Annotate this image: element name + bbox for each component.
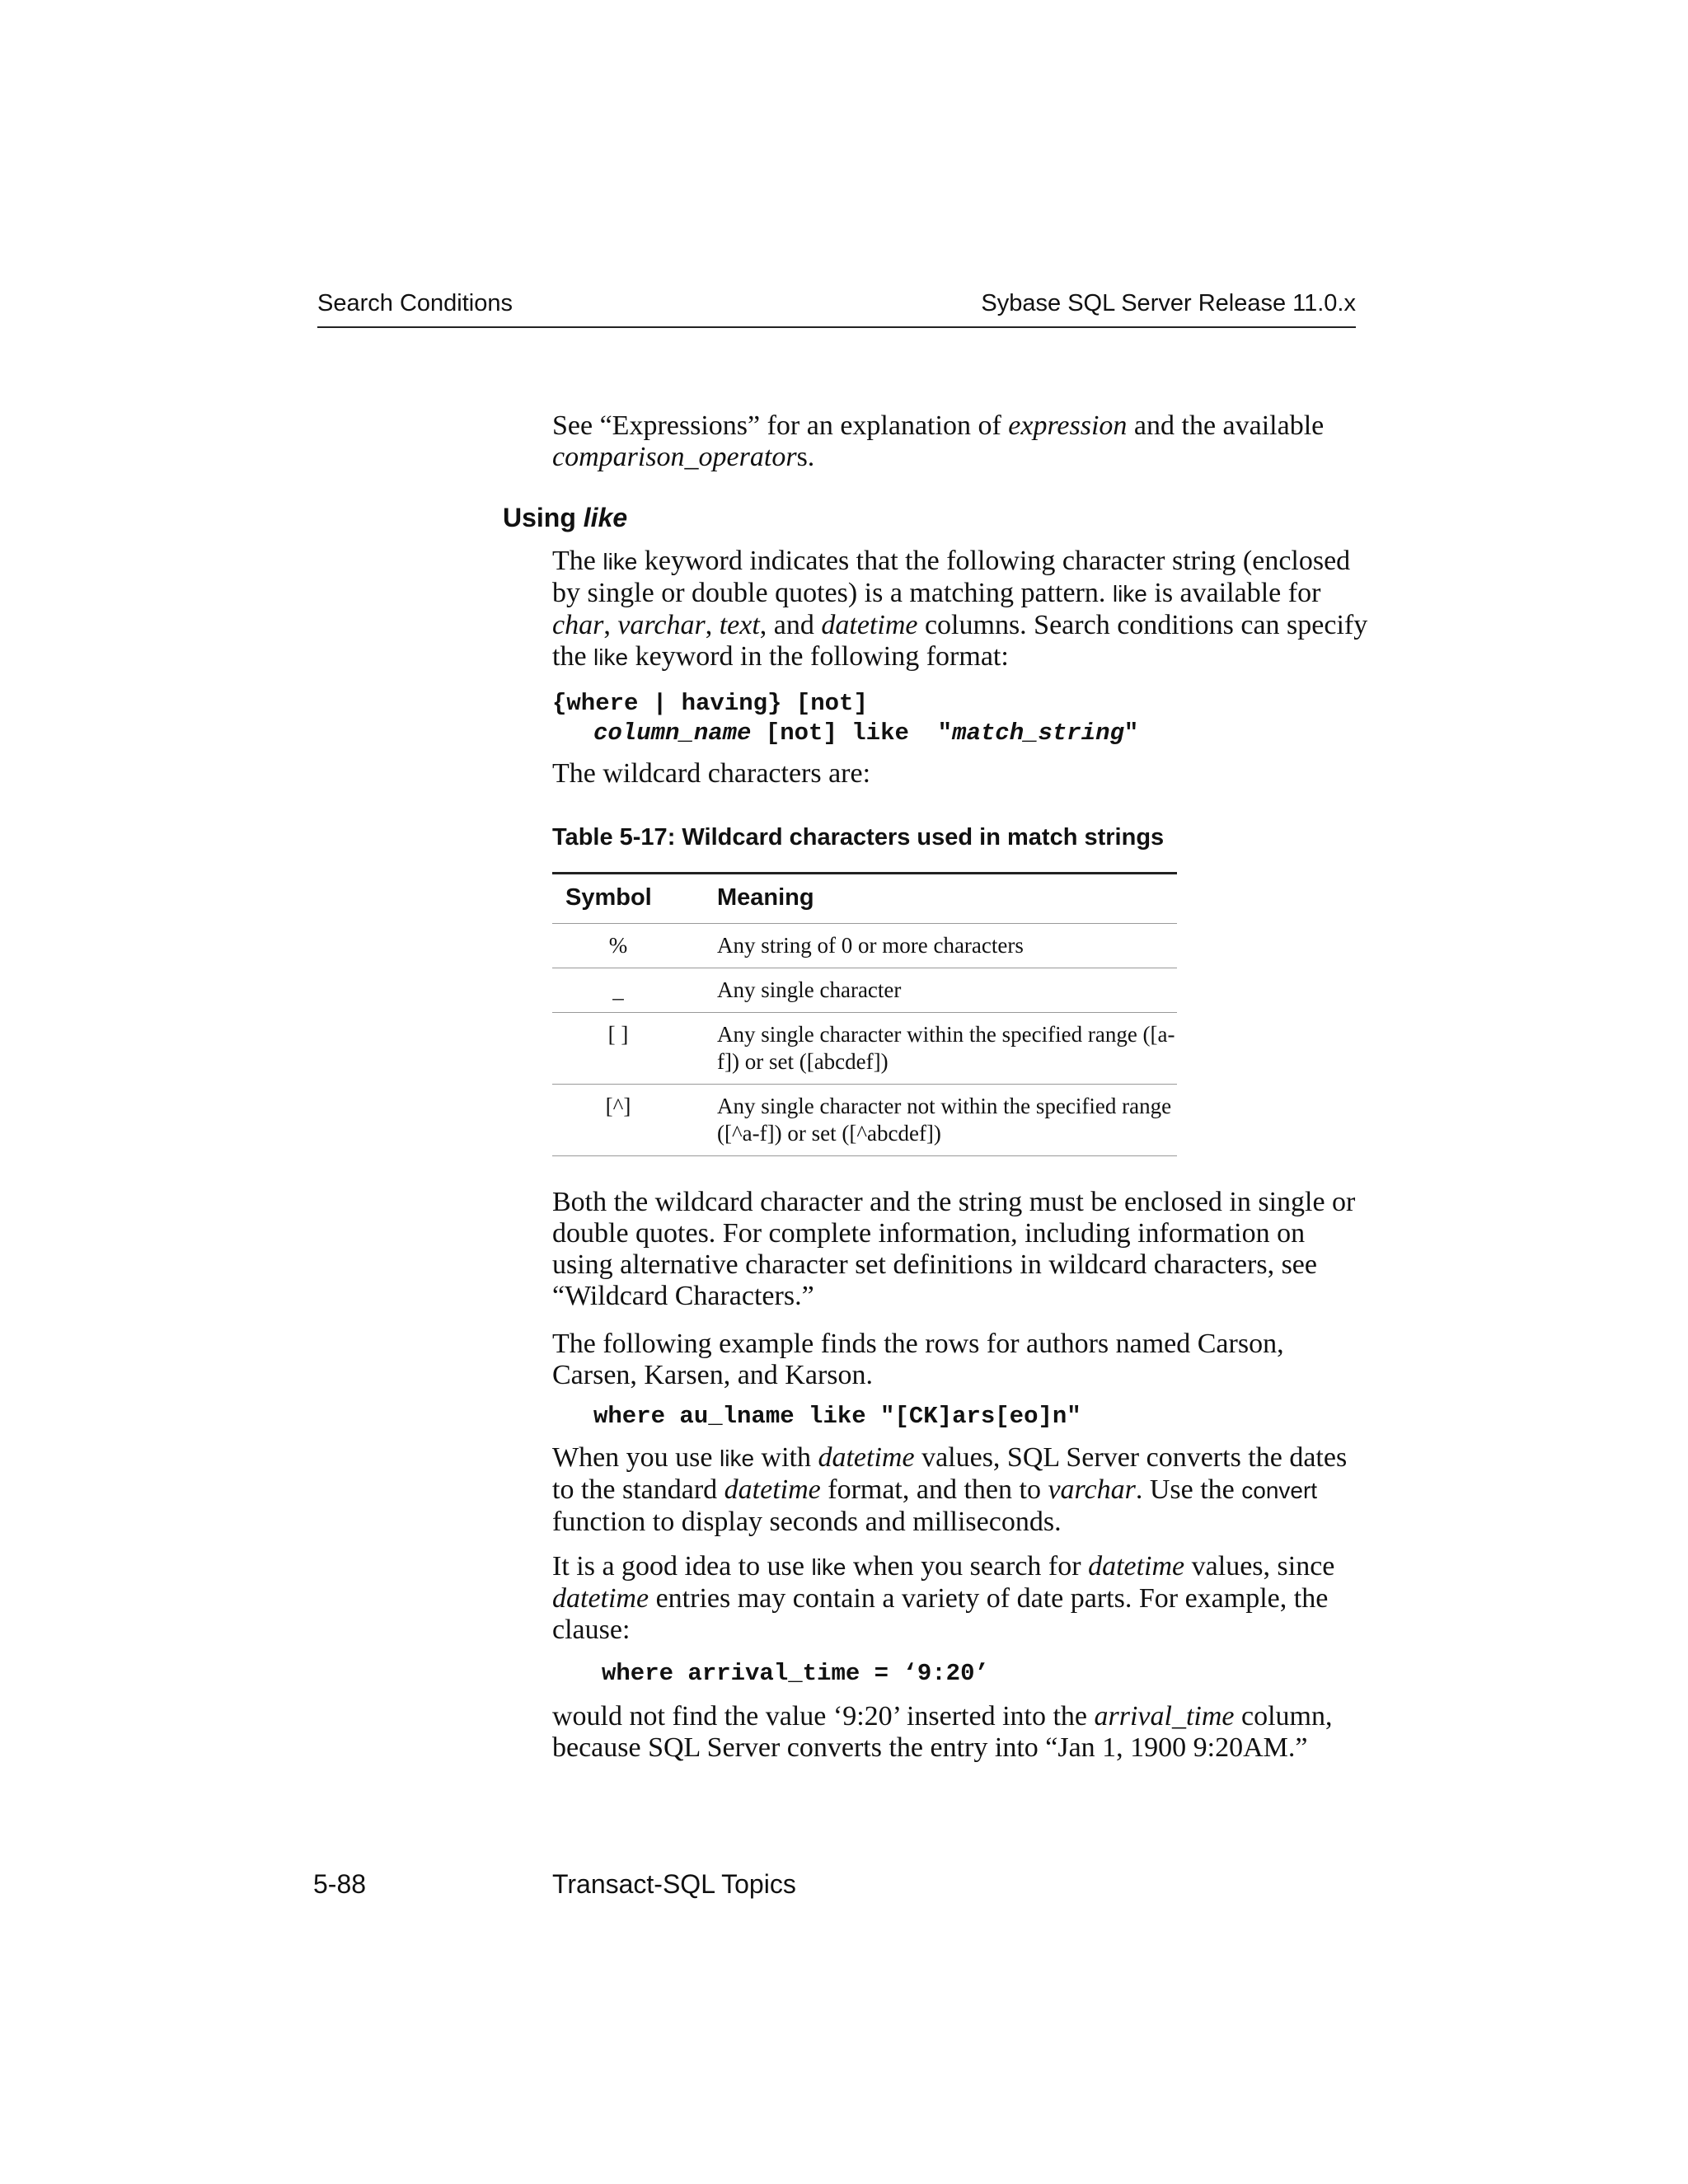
table-caption: Table 5-17: Wildcard characters used in match strings: [552, 824, 1165, 851]
datetime-paragraph: When you use like with datetime values, SQL Server converts the dates to the standard datetime format, and then to varchar. Use the convert function to display seconds and milliseconds.: [552, 1442, 1348, 1537]
meaning-cell: Any single character not within the specified range ([^a-f]) or set ([^abcdef]): [717, 1085, 1177, 1156]
meaning-cell: Any single character: [717, 968, 1177, 1013]
like-paragraph: The like keyword indicates that the following character string (enclosed by single or double quotes) is a matching pattern. like is available for char, varchar, text, and datetime columns. Search conditions can specify the like keyword in the following format:: [552, 546, 1368, 672]
table-row: [552, 1085, 1177, 1156]
syntax-block: {where | having} [not] column_name [not] like "match_string": [552, 690, 1139, 747]
table-header-row: [552, 874, 1177, 924]
datetime-advice-paragraph: It is a good idea to use like when you search for datetime values, since datetime entries may contain a variety of date parts. For example, the clause:: [552, 1551, 1335, 1645]
symbol-cell: [ ]: [552, 1013, 717, 1085]
running-header: [317, 290, 1356, 328]
symbol-cell: _: [552, 968, 717, 1013]
table-row: [552, 968, 1177, 1013]
example-code: where au_lname like "[CK]ars[eo]n": [593, 1403, 1081, 1430]
meaning-cell: Any string of 0 or more characters: [717, 924, 1177, 968]
intro-paragraph: See “Expressions” for an explanation of expression and the available comparison_operators.: [552, 410, 1325, 472]
meaning-cell: Any single character within the specified range ([a-f]) or set ([abcdef]): [717, 1013, 1177, 1085]
column-header-meaning: Meaning: [717, 874, 1177, 924]
section-heading: Using like: [503, 503, 628, 532]
table-row: [552, 1013, 1177, 1085]
quotes-paragraph: Both the wildcard character and the string must be enclosed in single or double quotes. For complete information, including information on using alternative character set definitions in wildcard characters, see “Wildcard Characters.”: [552, 1187, 1356, 1311]
footer-title: Transact-SQL Topics: [552, 1869, 796, 1899]
page-number: 5-88: [313, 1869, 367, 1899]
column-header-symbol: Symbol: [552, 874, 717, 924]
arrival-time-code: where arrival_time = ‘9:20’: [602, 1660, 989, 1687]
table-row: [552, 924, 1177, 968]
wildcard-table: [552, 872, 1177, 1156]
header-section-title: Search Conditions: [317, 290, 513, 316]
conversion-paragraph: would not find the value ‘9:20’ inserted into the arrival_time column, because SQL Server converts the entry into “Jan 1, 1900 9:20AM.”: [552, 1701, 1333, 1763]
wildcard-intro: The wildcard characters are:: [552, 758, 871, 789]
example-paragraph: The following example finds the rows for authors named Carson, Carsen, Karsen, and Karson.: [552, 1329, 1284, 1390]
symbol-cell: [^]: [552, 1085, 717, 1156]
symbol-cell: %: [552, 924, 717, 968]
header-product-title: Sybase SQL Server Release 11.0.x: [981, 290, 1356, 316]
